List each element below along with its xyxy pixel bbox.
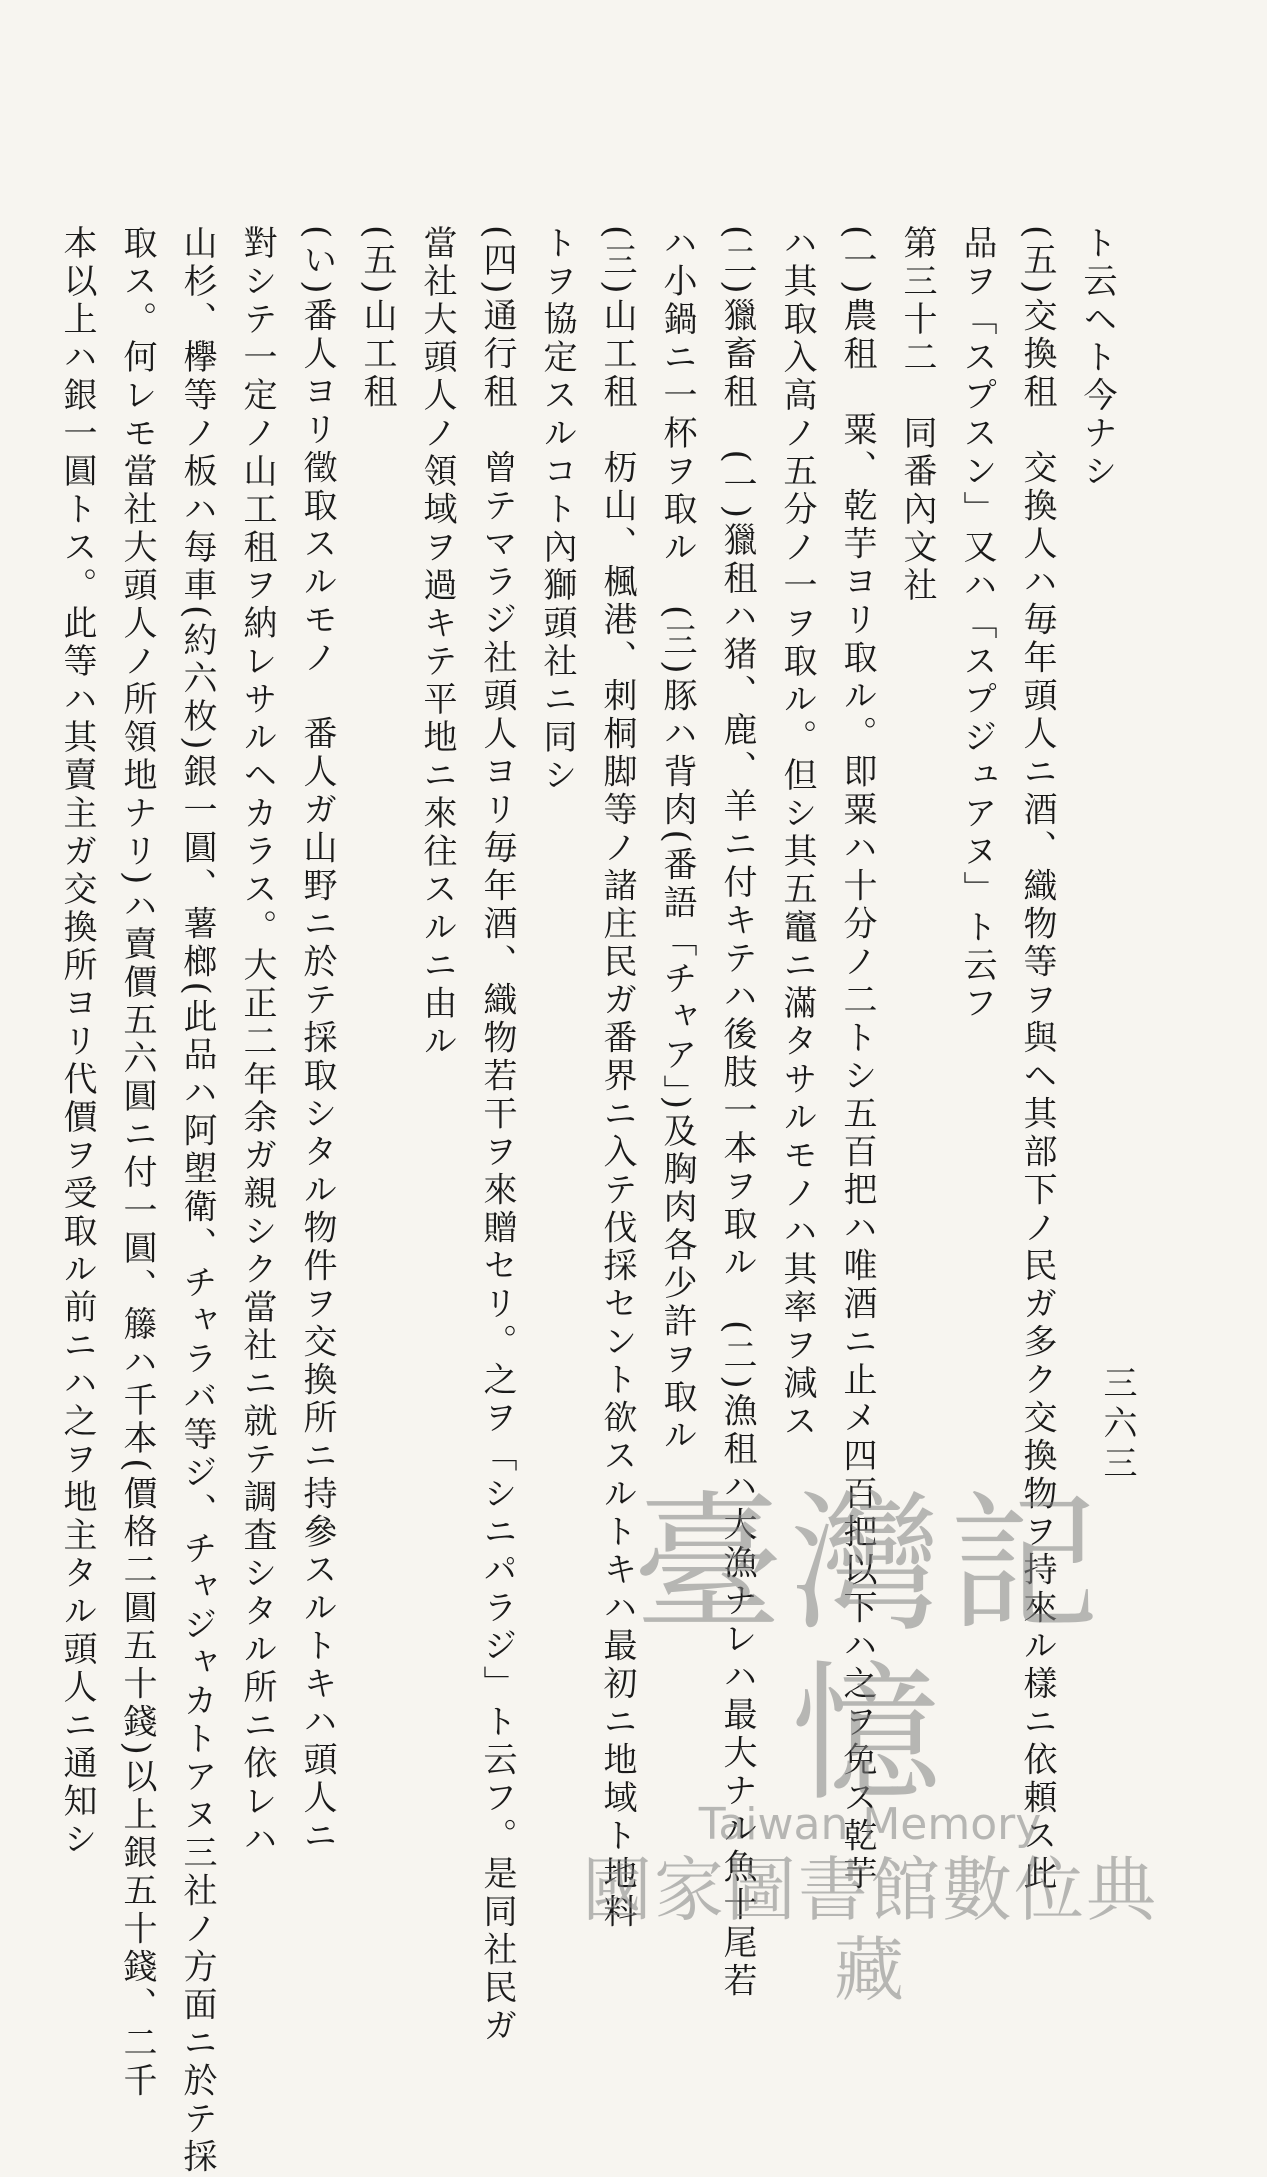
text-column: ハ小鍋ニ一杯ヲ取ル (三)豚ハ背肉(番語「チャア」)及胸肉各少許ヲ取ル: [657, 225, 697, 1456]
text-column: 本以上ハ銀一圓トス。此等ハ其賣主ガ交換所ヨリ代價ヲ受取ル前ニハ之ヲ地主タル頭人ニ通知シ: [57, 225, 97, 1859]
text-column: (三)山工租 杤山、楓港、刺桐脚等ノ諸庄民ガ番界ニ入テ伐採セント欲スルトキハ最初ニ地域ト地料: [597, 225, 637, 1932]
text-column: ト云ヘト今ナシ: [1077, 225, 1117, 491]
text-column: ハ其取入高ノ五分ノ一ヲ取ル。但シ其五竈ニ滿タサルモノハ其率ヲ減ス: [777, 225, 817, 1441]
text-column: (二)獵畜租 (一)獵租ハ猪、鹿、羊ニ付キテハ後肢一本ヲ取ル (二)漁租ハ大漁ナレハ最大ナル魚十尾若: [717, 225, 757, 2001]
text-column: 取ス。何レモ當社大頭人ノ所領地ナリ)ハ賣價五六圓ニ付一圓、籐ハ千本(價格二圓五十錢)以上銀五十錢、二千: [117, 225, 157, 2101]
watermark-logo: 臺灣記憶: [632, 1478, 1107, 1822]
text-column: 當社大頭人ノ領域ヲ過キテ平地ニ來往スルニ由ル: [417, 225, 457, 1061]
text-column: (四)通行租 曾テマラジ社頭人ヨリ毎年酒、織物若干ヲ來贈セリ。之ヲ「シニパラジ」ト云フ。是同社民ガ: [477, 225, 517, 2046]
page-number: 三六三: [1097, 1365, 1137, 1485]
watermark-english: Taiwan Memory: [698, 1799, 1042, 1850]
text-column: 品ヲ「スプスン」又ハ「スプジュアヌ」ト云フ: [957, 225, 997, 1023]
text-column: (一)農租 粟、乾芋ヨリ取ル。即粟ハ十分ノ二トシ五百把ハ唯酒ニ止メ四百把以下ハ之ヲ免ス乾芋: [837, 225, 877, 1894]
section-heading: 第三十二 同番內文社: [897, 225, 937, 605]
text-column: 對シテ一定ノ山工租ヲ納レサルヘカラス。大正二年余ガ親シク當社ニ就テ調査シタル所ニ依レハ: [237, 225, 277, 1859]
text-column: (い)番人ヨリ徵取スルモノ 番人ガ山野ニ於テ採取シタル物件ヲ交換所ニ持參スルトキハ頭人ニ: [297, 225, 337, 1856]
text-column: (五)山工租: [357, 225, 397, 412]
text-column: トヲ協定スルコト內獅頭社ニ同シ: [537, 225, 577, 795]
watermark-chinese: 國家圖書館數位典藏: [582, 1849, 1158, 2011]
text-column: 山杉、欅等ノ板ハ每車(約六枚)銀一圓、薯榔(此品ハ阿塱衛、チャラバ等ジ、チャジャカトアヌ三社ノ方面ニ於テ採: [177, 225, 217, 2177]
text-column: (五)交換租 交換人ハ毎年頭人ニ酒、織物等ヲ與ヘ其部下ノ民ガ多ク交換物ヲ持來ル樣ニ依頼ス此: [1017, 225, 1057, 1894]
watermark: [560, 1478, 1180, 2011]
